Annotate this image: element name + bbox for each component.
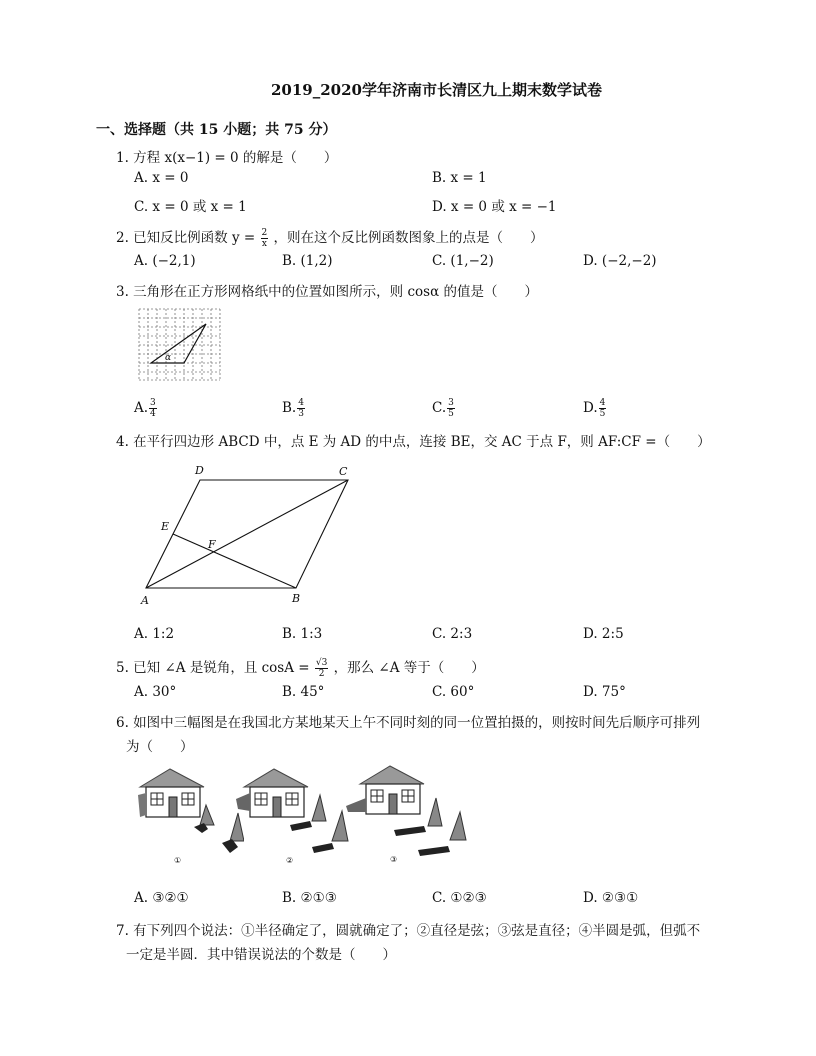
q1-option-b: B. x = 1 <box>432 170 487 186</box>
house-roof <box>360 766 424 784</box>
q4-option-b: B. 1:3 <box>282 626 323 642</box>
q3-triangle <box>151 324 206 363</box>
tree-icon <box>450 812 466 840</box>
tree-shadow <box>290 821 312 831</box>
house-roof <box>244 769 308 787</box>
q5-stem-post: ，那么 ∠A 等于（ ） <box>333 660 485 676</box>
q4-label-a: A <box>141 594 149 607</box>
q2-stem-post: ，则在这个反比例函数图象上的点是（ ） <box>273 230 544 246</box>
question-2-stem <box>116 226 544 249</box>
tree-icon <box>428 798 442 826</box>
q5-option-c: C. 60° <box>432 684 475 700</box>
q3-a-num: 3 <box>150 398 156 408</box>
q2-option-b: B. (1,2) <box>282 253 333 269</box>
q3-b-label: B. <box>282 400 297 416</box>
q5-fraction <box>315 658 328 679</box>
tree-icon <box>312 795 326 821</box>
q5-stem-pre: 5. 已知 ∠A 是锐角，且 cosA = <box>116 660 310 676</box>
q2-option-d: D. (−2,−2) <box>583 253 657 269</box>
question-7-stem-line1: 7. 有下列四个说法：①半径确定了，圆就确定了；②直径是弦；③弦是直径；④半圆是弧，但弧不 <box>116 923 701 939</box>
q4-option-a: A. 1:2 <box>134 626 175 642</box>
q3-b-num: 4 <box>298 398 304 408</box>
q4-parallelogram-figure <box>136 458 366 608</box>
door-icon <box>273 797 281 817</box>
q4-label-e: E <box>161 520 170 533</box>
q6-picture-3 <box>344 760 474 865</box>
door-icon <box>169 797 177 817</box>
q3-d-den: 5 <box>599 409 606 419</box>
q5-option-a: A. 30° <box>134 684 177 700</box>
q5-option-b: B. 45° <box>282 684 325 700</box>
q3-b-fraction <box>297 398 305 419</box>
q1-option-a: A. x = 0 <box>134 170 189 186</box>
question-6-stem-line1: 6. 如图中三幅图是在我国北方某地某天上午不同时刻的同一位置拍摄的，则按时间先后顺序可排列 <box>116 715 701 731</box>
question-3-stem: 3. 三角形在正方形网格纸中的位置如图所示，则 cosα 的值是（ ） <box>116 284 538 300</box>
q3-alpha-label: α <box>165 353 172 363</box>
q4-label-d: D <box>195 464 204 477</box>
question-7-stem-line2: 一定是半圆．其中错误说法的个数是（ ） <box>126 947 396 963</box>
q1-option-d: D. x = 0 或 x = −1 <box>432 199 557 215</box>
q3-c-label: C. <box>432 400 447 416</box>
q3-b-den: 3 <box>298 409 304 419</box>
q2-option-a: A. (−2,1) <box>134 253 196 269</box>
question-1-stem: 1. 方程 x(x−1) = 0 的解是（ ） <box>116 150 338 166</box>
q3-a-fraction <box>149 398 157 419</box>
q2-stem-pre: 2. 已知反比例函数 y = <box>116 230 256 246</box>
house-shadow <box>138 793 146 817</box>
q2-frac-num: 2 <box>261 228 268 238</box>
q3-d-num: 4 <box>599 398 606 408</box>
tree-shadow <box>312 843 334 853</box>
q6-option-b: B. ②①③ <box>282 890 337 906</box>
q4-label-c: C <box>339 465 348 478</box>
q4-line-be <box>173 534 296 588</box>
q4-line-ac <box>146 480 348 588</box>
q6-picture-1 <box>134 765 244 865</box>
q3-a-den: 4 <box>150 409 156 419</box>
house-shadow <box>236 793 250 811</box>
q3-option-d <box>583 398 607 419</box>
tree-icon <box>200 805 214 825</box>
tree-shadow <box>418 846 450 856</box>
q6-pic-label-2: ② <box>286 856 294 865</box>
house-roof <box>140 769 204 787</box>
section-header: 一、选择题（共 15 小题；共 75 分） <box>96 122 337 138</box>
page-title: 2019_2020学年济南市长清区九上期末数学试卷 <box>271 81 602 99</box>
house-shadow <box>346 798 366 812</box>
q3-c-fraction <box>447 398 455 419</box>
q5-option-d: D. 75° <box>583 684 626 700</box>
q3-d-fraction <box>599 398 607 419</box>
q6-pic-label-1: ① <box>174 856 182 865</box>
q2-frac-den: x <box>261 239 267 249</box>
q3-a-label: A. <box>134 400 149 416</box>
q1-option-c: C. x = 0 或 x = 1 <box>134 199 247 215</box>
q4-option-c: C. 2:3 <box>432 626 473 642</box>
door-icon <box>389 794 397 814</box>
q3-grid-figure <box>138 308 222 382</box>
q5-frac-num: √3 <box>315 658 328 668</box>
q6-option-d: D. ②③① <box>583 890 639 906</box>
q2-option-c: C. (1,−2) <box>432 253 494 269</box>
q6-picture-2 <box>234 765 354 865</box>
q4-option-d: D. 2:5 <box>583 626 624 642</box>
q3-option-b <box>282 398 306 419</box>
question-6-stem-line2: 为（ ） <box>126 739 194 755</box>
tree-shadow <box>394 826 426 836</box>
q4-label-b: B <box>292 592 301 605</box>
q6-pic-label-3: ③ <box>390 855 398 864</box>
question-5-stem <box>116 656 485 679</box>
q2-fraction <box>261 228 269 249</box>
q3-c-den: 5 <box>448 409 454 419</box>
question-4-stem: 4. 在平行四边形 ABCD 中，点 E 为 AD 的中点，连接 BE，交 AC 于点 F，则 AF:CF =（ ） <box>116 434 711 450</box>
q3-c-num: 3 <box>448 398 454 408</box>
q4-label-f: F <box>208 538 216 551</box>
q5-frac-den: 2 <box>318 669 325 679</box>
q3-option-c <box>432 398 456 419</box>
q3-option-a <box>134 398 158 419</box>
q3-d-label: D. <box>583 400 598 416</box>
q6-option-a: A. ③②① <box>134 890 189 906</box>
q6-option-c: C. ①②③ <box>432 890 487 906</box>
